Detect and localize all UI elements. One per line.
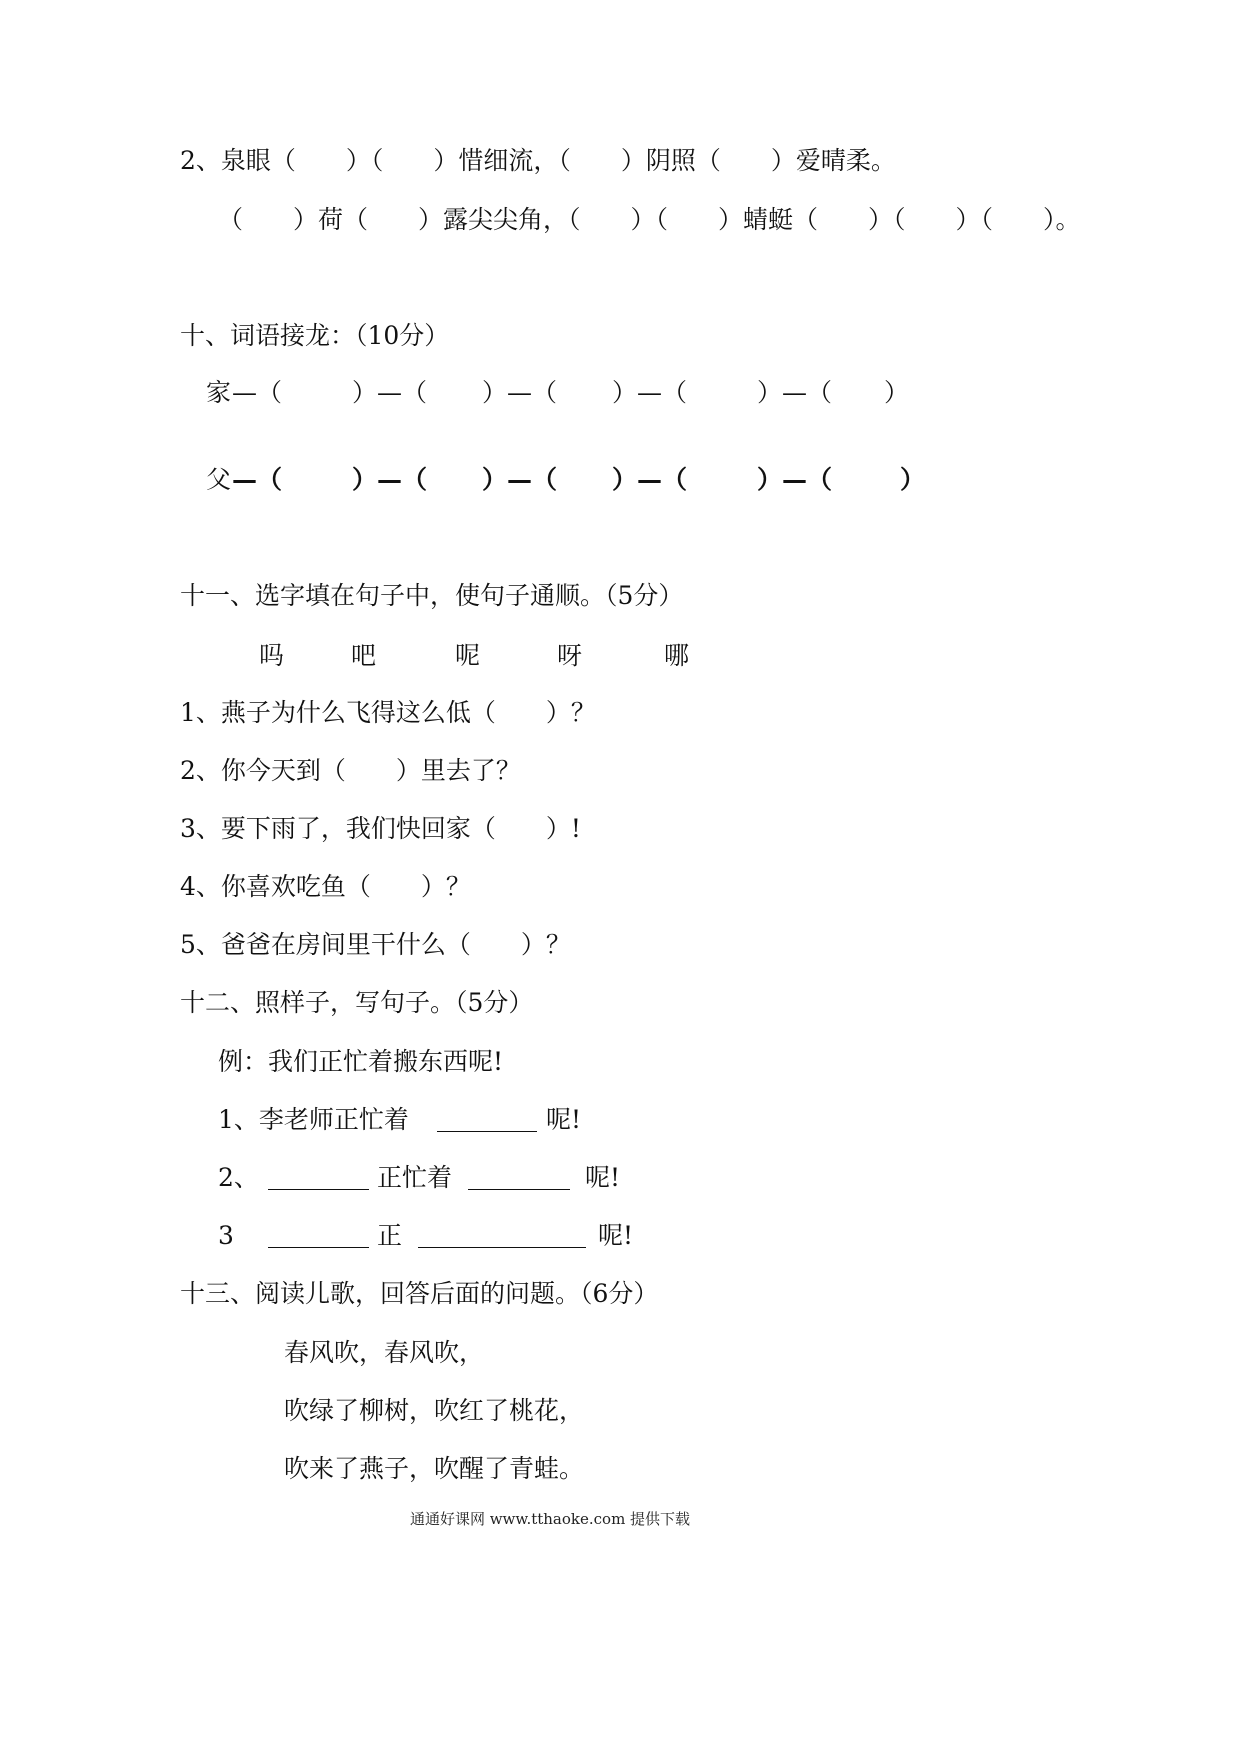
fill-in-line: 2、泉眼（ ）（ ）惜细流，（ ）阴照（ ）爱晴柔。 xyxy=(180,146,896,175)
item-3-prefix: 3 xyxy=(218,1221,234,1250)
chain-link: ）—（ xyxy=(612,378,688,407)
word-chain-row xyxy=(0,464,1100,496)
choice-char: 吗 xyxy=(259,641,285,670)
item-1-prefix: 1、李老师正忙着 xyxy=(218,1105,409,1134)
chain-link: ）—（ xyxy=(612,465,688,494)
chain-start-char: 家 xyxy=(206,378,232,407)
choice-char: 呀 xyxy=(557,641,583,670)
chain-start-char: 父 xyxy=(206,465,232,494)
item-3-suffix: 呢! xyxy=(598,1221,634,1250)
chain-link: ）—（ xyxy=(757,465,833,494)
chain-end: ） xyxy=(884,378,910,407)
fill-in-line: （ ）荷（ ）露尖尖角，（ ）（ ）蜻蜓（ ）（ ）（ ）。 xyxy=(218,205,1081,234)
question-line: 3、要下雨了，我们快回家（ ）! xyxy=(180,814,581,843)
chain-link: —（ xyxy=(232,378,283,407)
chain-link: ）—（ xyxy=(482,465,558,494)
chain-link: —（ xyxy=(232,465,283,494)
section-title: 十、词语接龙：（10分） xyxy=(180,321,450,350)
question-line: 2、你今天到（ ）里去了？ xyxy=(180,756,521,785)
chain-link: ）—（ xyxy=(352,465,428,494)
page-footer: 通通好课网 www.tthaoke.com 提供下载 xyxy=(409,1510,691,1528)
section-title: 十二、照样子，写句子。（5分） xyxy=(180,988,534,1017)
answer-blank[interactable] xyxy=(418,1247,586,1248)
item-2-mid: 正忙着 xyxy=(377,1163,453,1192)
answer-blank[interactable] xyxy=(268,1189,369,1190)
choice-char: 哪 xyxy=(664,641,690,670)
item-1-suffix: 呢! xyxy=(546,1105,582,1134)
item-2-prefix: 2、 xyxy=(218,1163,259,1192)
question-line: 4、你喜欢吃鱼（ ）？ xyxy=(180,872,471,901)
section-title: 十三、阅读儿歌，回答后面的问题。（6分） xyxy=(180,1279,659,1308)
chain-link: ）—（ xyxy=(352,378,428,407)
answer-blank[interactable] xyxy=(468,1189,570,1190)
choice-char: 吧 xyxy=(351,641,377,670)
example-sentence: 例：我们正忙着搬东西呢! xyxy=(218,1047,504,1076)
chain-end: ） xyxy=(900,465,926,494)
chain-link: ）—（ xyxy=(482,378,558,407)
item-3-mid: 正 xyxy=(377,1221,403,1250)
poem-line: 吹绿了柳树，吹红了桃花， xyxy=(284,1396,585,1425)
answer-blank[interactable] xyxy=(268,1247,369,1248)
section-title: 十一、选字填在句子中，使句子通顺。（5分） xyxy=(180,581,684,610)
question-line: 5、爸爸在房间里干什么（ ）？ xyxy=(180,930,571,959)
chain-link: ）—（ xyxy=(757,378,833,407)
item-2-suffix: 呢! xyxy=(585,1163,621,1192)
question-line: 1、燕子为什么飞得这么低（ ）？ xyxy=(180,698,596,727)
poem-line: 吹来了燕子，吹醒了青蛙。 xyxy=(284,1454,585,1483)
answer-blank[interactable] xyxy=(437,1131,537,1132)
choice-char: 呢 xyxy=(455,641,481,670)
poem-line: 春风吹，春风吹， xyxy=(284,1338,485,1367)
choice-row xyxy=(0,640,1100,672)
word-chain-row xyxy=(0,377,1100,409)
